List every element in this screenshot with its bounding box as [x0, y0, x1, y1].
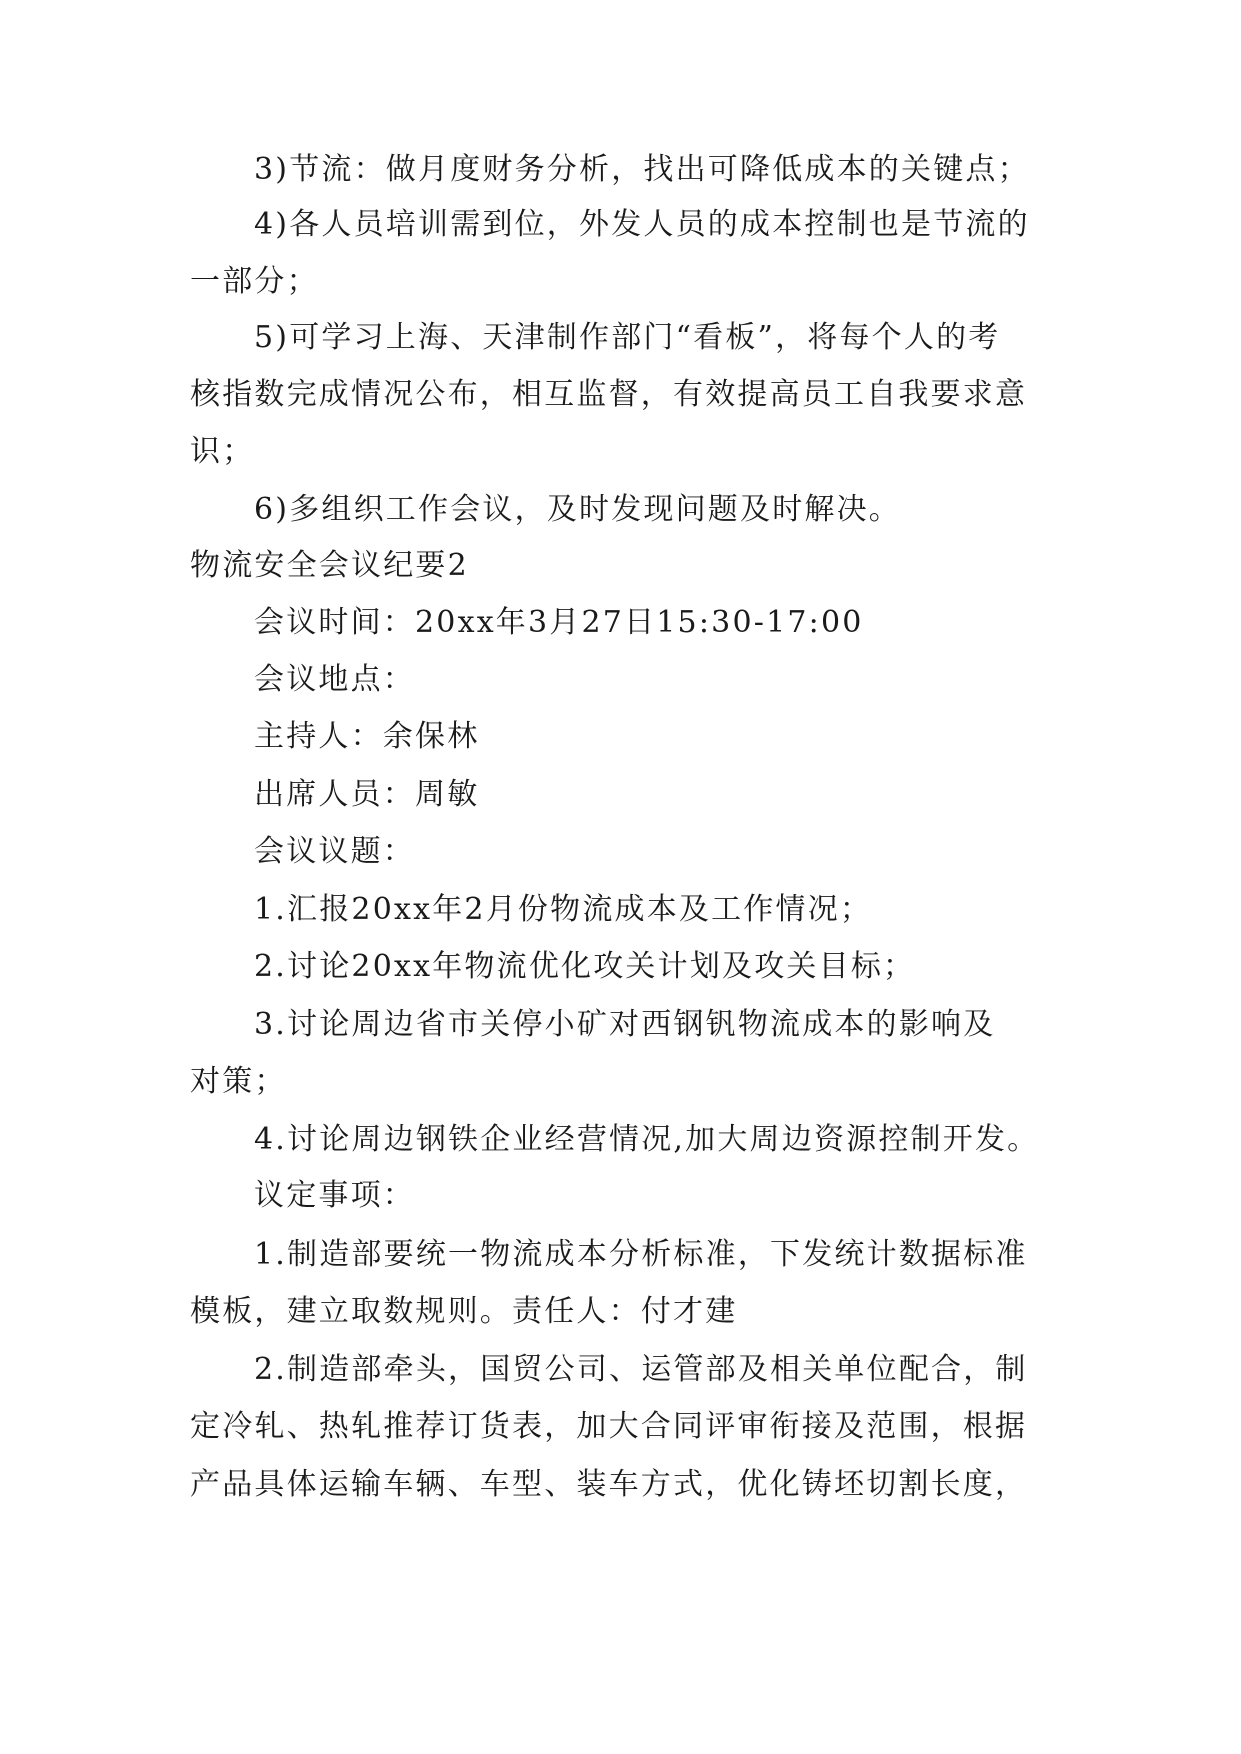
meeting-time: 会议时间：20xx年3月27日15:30-17:00 — [254, 605, 864, 640]
meeting-location: 会议地点： — [254, 662, 415, 697]
paragraph-6-line-1: 6)多组织工作会议，及时发现问题及时解决。 — [254, 492, 901, 527]
resolution-1-line-2: 模板，建立取数规则。责任人：付才建 — [190, 1294, 738, 1329]
meeting-attendees: 出席人员：周敏 — [254, 777, 480, 812]
paragraph-3-line-1: 3)节流：做月度财务分析，找出可降低成本的关键点； — [254, 152, 1030, 187]
meeting-host: 主持人：余保林 — [254, 719, 480, 754]
resolutions-label: 议定事项： — [254, 1178, 415, 1213]
paragraph-5-line-2: 核指数完成情况公布，相互监督，有效提高员工自我要求意 — [190, 377, 1028, 412]
paragraph-4-line-1: 4)各人员培训需到位，外发人员的成本控制也是节流的 — [254, 207, 1030, 242]
paragraph-5-line-1: 5)可学习上海、天津制作部门“看板”，将每个人的考 — [254, 320, 1001, 355]
topic-3-line-2: 对策； — [190, 1064, 287, 1099]
resolution-2-line-1: 2.制造部牵头，国贸公司、运管部及相关单位配合，制 — [254, 1352, 1028, 1387]
paragraph-4-line-2: 一部分； — [190, 264, 319, 299]
resolution-2-line-2: 定冷轧、热轧推荐订货表，加大合同评审衔接及范围，根据 — [190, 1409, 1028, 1444]
meeting-topics-label: 会议议题： — [254, 834, 415, 869]
topic-4-line-1: 4.讨论周边钢铁企业经营情况,加大周边资源控制开发。 — [254, 1122, 1040, 1157]
topic-2-line-1: 2.讨论20xx年物流优化攻关计划及攻关目标； — [254, 949, 916, 984]
paragraph-5-line-3: 识； — [190, 434, 255, 469]
resolution-1-line-1: 1.制造部要统一物流成本分析标准，下发统计数据标准 — [254, 1237, 1028, 1272]
resolution-2-line-3: 产品具体运输车辆、车型、装车方式，优化铸坯切割长度， — [190, 1467, 1028, 1502]
topic-3-line-1: 3.讨论周边省市关停小矿对西钢钒物流成本的影响及 — [254, 1007, 996, 1042]
topic-1-line-1: 1.汇报20xx年2月份物流成本及工作情况； — [254, 892, 873, 927]
section-title: 物流安全会议纪要2 — [190, 548, 469, 583]
